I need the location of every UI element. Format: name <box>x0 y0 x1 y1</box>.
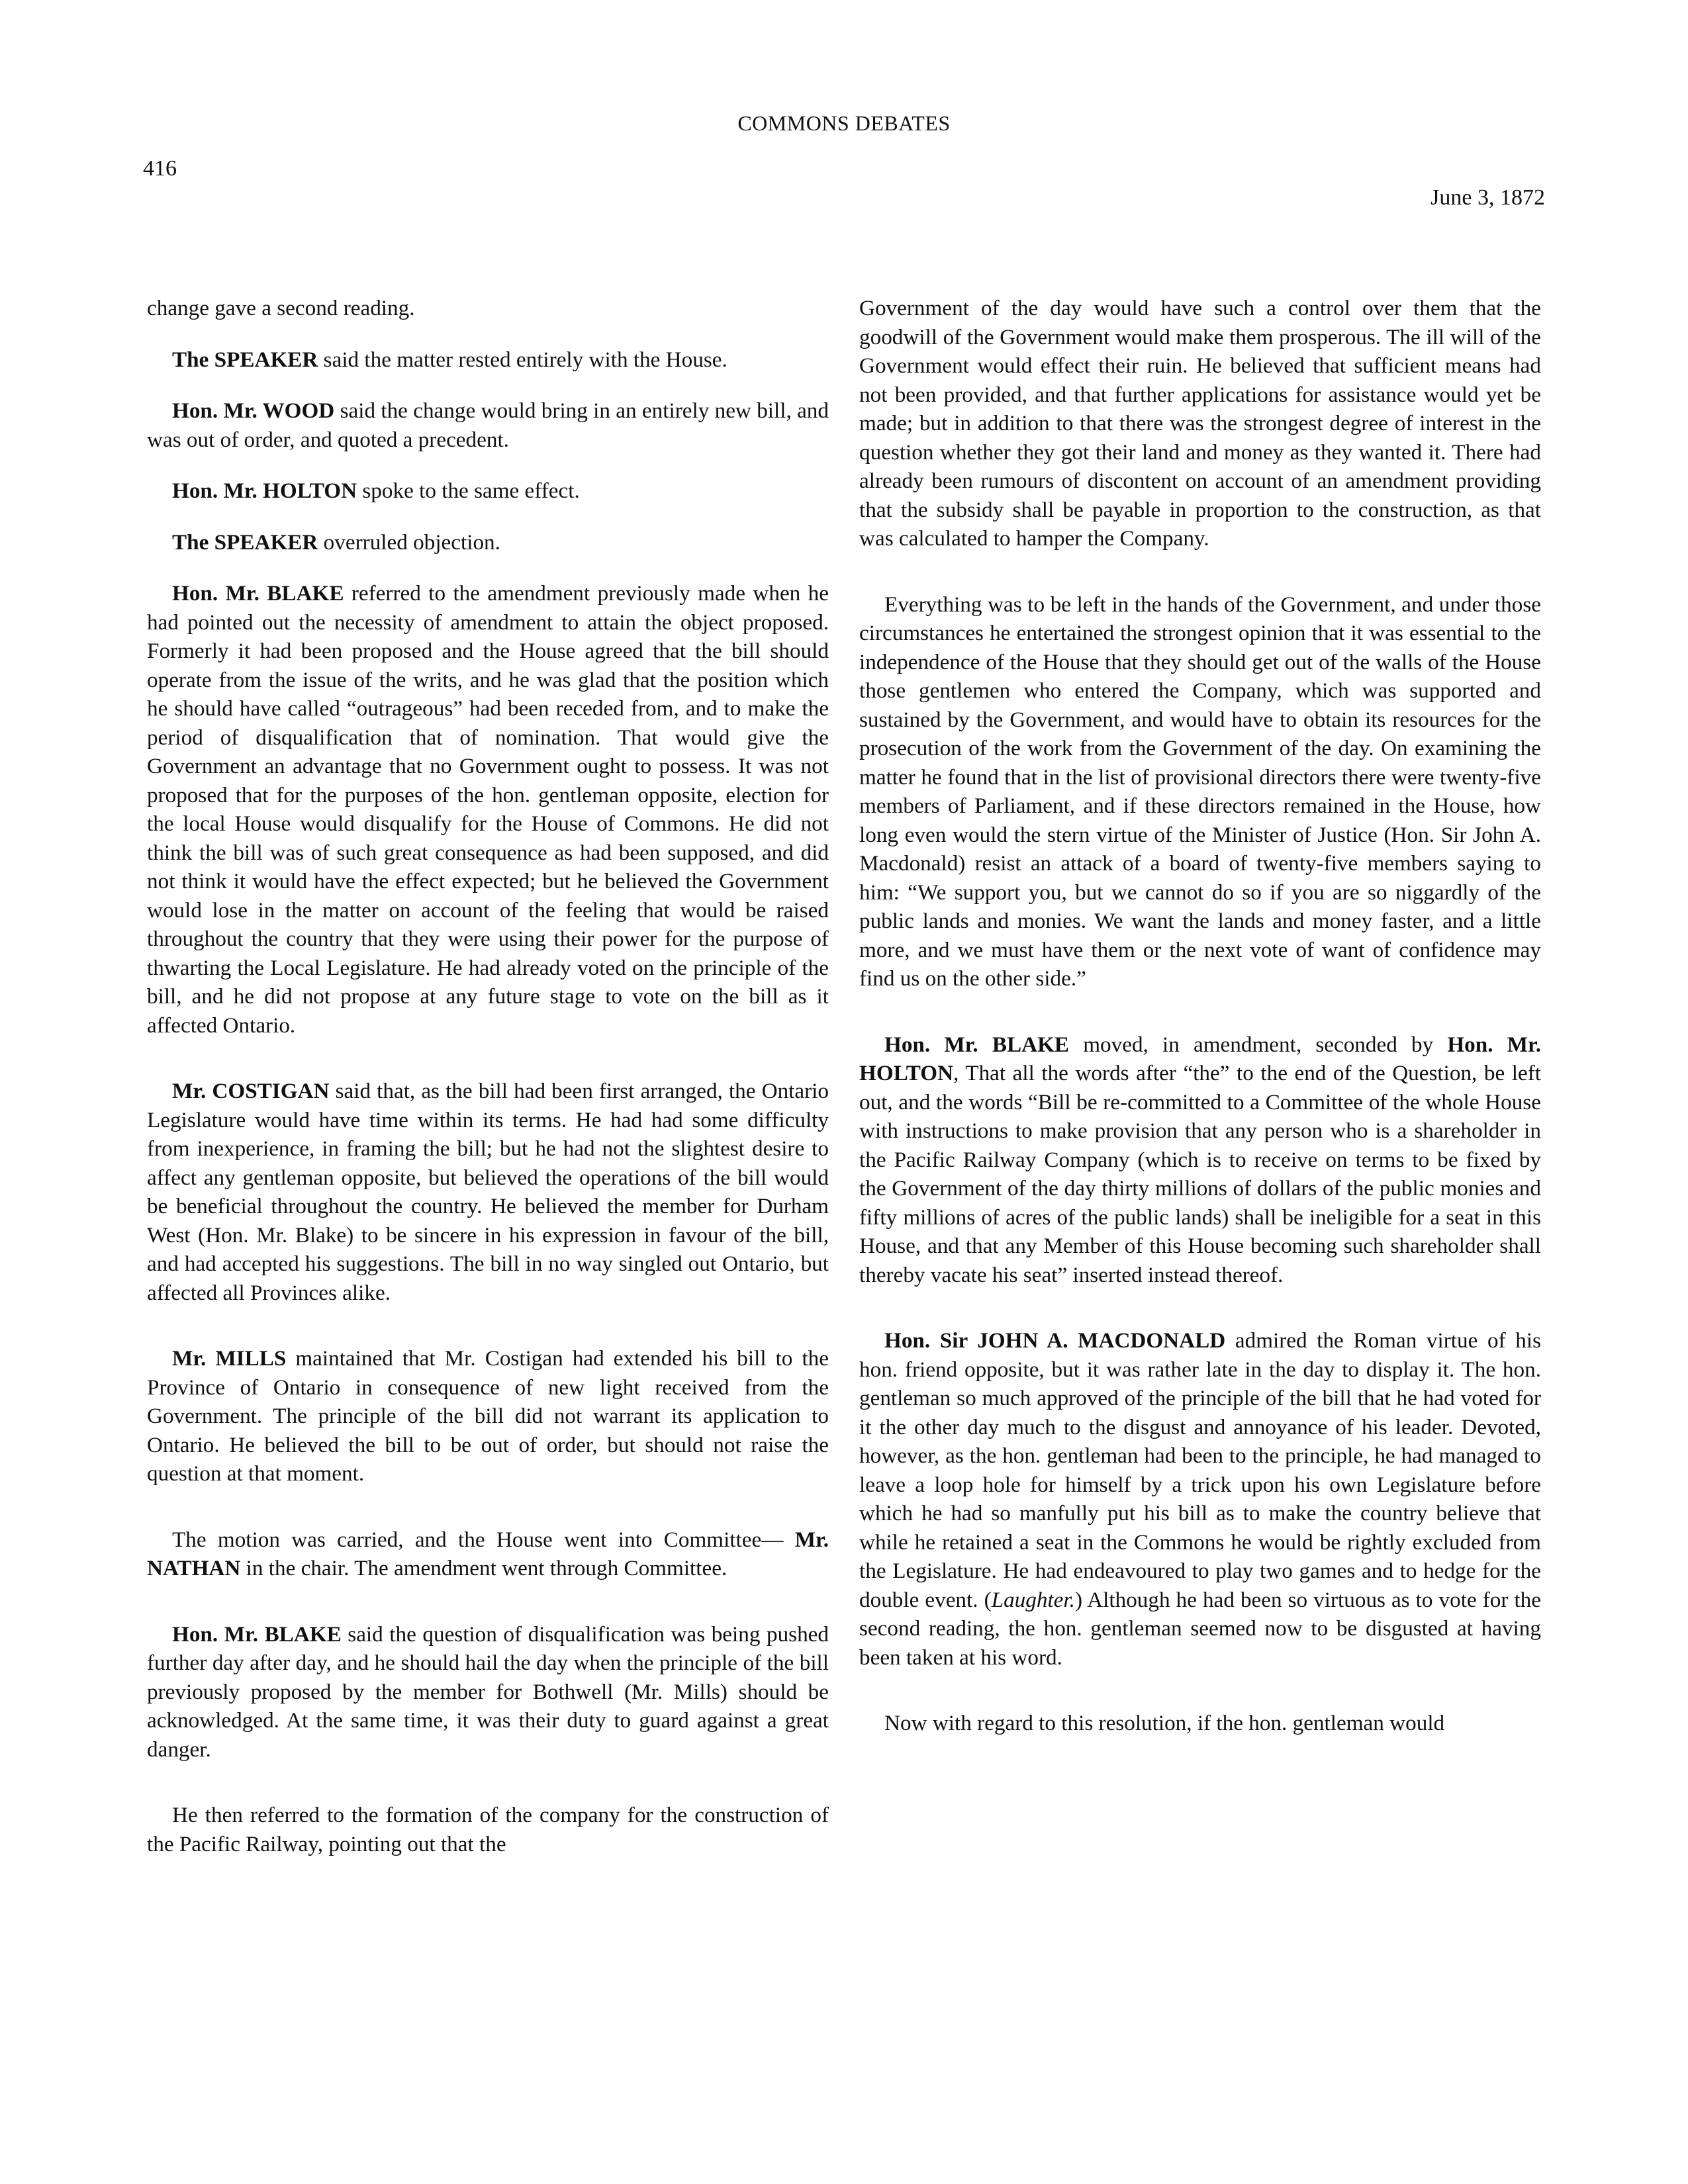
paragraph-text: in the chair. The amendment went through Committee. <box>240 1556 727 1580</box>
speaker-name: Mr. NATHAN <box>147 1527 829 1580</box>
speaker-name: The SPEAKER <box>172 529 318 555</box>
paragraph <box>859 294 1541 553</box>
paragraph-text: ) Although he had been so virtuous as to vote for the second reading, the hon. gentleman seemed now to be disgusted at having been taken at his word. <box>859 1587 1541 1670</box>
paragraph-text: Government of the day would have such a control over them that the goodwill of the Government would make them prosperous. The ill will of the Government would effect their ruin. He believed that sufficient means had not been provided, and that further applications for assistance would yet be made; but in addition to that there was the strongest degree of interest in the question whether they got their land and money as they wanted it. There had already been rumours of discontent on account of an amendment providing that the subsidy shall be payable in proportion to the construction, as that was calculated to hamper the Company. <box>859 296 1541 551</box>
speaker-name: Mr. COSTIGAN <box>172 1079 330 1103</box>
paragraph <box>147 1620 829 1764</box>
paragraph-text: referred to the amendment previously made when he had pointed out the necessity of amendment to attain the object proposed. Formerly it had been proposed and the House agreed that the bill should operate from the issue of the writs, and he was glad that the position which he should have called “outrageous” had been receded from, and to make the period of disqualification that of nomination. That would give the Government an advantage that no Government ought to possess. It was not proposed that for the purposes of the hon. gentleman opposite, election for the local House would disqualify for the House of Commons. He did not think the bill was of such great consequence as had been supposed, and did not think it would have the effect expected; but he believed the Government would lose in the matter on account of the feeling that would be raised throughout the country that they were using their power for the purpose of thwarting the Local Legislature. He had already voted on the principle of the bill, and he did not propose at any future stage to vote on the bill as it affected Ontario. <box>147 581 829 1038</box>
paragraph-text: admired the Roman virtue of his hon. friend opposite, but it was rather late in the day to display it. The hon. gentleman so much approved of the principle of the bill that he had voted for it the other day much to the disgust and annoyance of his leader. Devoted, however, as the hon. gentleman had been to the principle, he had managed to leave a loop hole for himself by a trick upon his own Legislature before which he had so manfully put his bill as to make the country believe that while he retained a seat in the Commons he would be rightly excluded from the Legislature. He had endeavoured to play two games and to hedge for the double event. ( <box>859 1328 1542 1612</box>
paragraph-text: said the matter rested entirely with the House. <box>318 347 727 372</box>
paragraph-text: The motion was carried, and the House went into Committee— <box>172 1527 784 1552</box>
stage-direction: Laughter. <box>991 1587 1075 1612</box>
paragraph <box>859 1030 1541 1290</box>
paragraph-text: Now with regard to this resolution, if the hon. gentleman would <box>884 1711 1445 1735</box>
speaker-name: Hon. Mr. HOLTON <box>172 478 357 503</box>
left-column <box>147 294 829 1858</box>
paragraph-text: Everything was to be left in the hands of the Government, and under those circumstances he entertained the strongest opinion that it was essential to the independence of the House that they should get out of the walls of the House those gentlemen who entered the Company, which was supported and sustained by the Government, and would have to obtain its resources for the prosecution of the work from the Government of the day. On examining the matter he found that in the list of provisional directors there were twenty-five members of Parliament, and if these directors remained in the House, how long even would the stern virtue of the Minister of Justice (Hon. Sir John A. Macdonald) resist an attack of a board of twenty-five members saying to him: “We support you, but we cannot do so if you are so niggardly of the public lands and monies. We want the lands and money faster, and a little more, and we must have them or the next vote of want of confidence may find us on the other side.” <box>859 592 1541 991</box>
speaker-name: Mr. MILLS <box>172 1346 287 1371</box>
paragraph-text: maintained that Mr. Costigan had extended his bill to the Province of Ontario in consequence of new light received from the Government. The principle of the bill did not warrant its application to Ontario. He believed the bill to be out of order, but should not raise the question at that moment. <box>147 1346 829 1486</box>
speaker-name: Hon. Sir JOHN A. MACDONALD <box>884 1328 1226 1353</box>
paragraph <box>147 1344 829 1488</box>
paragraph-text: said that, as the bill had been first arranged, the Ontario Legislature would have time within its terms. He had had some difficulty from inexperience, in framing the bill; but he had not the slightest desire to affect any gentleman opposite, but believed the operations of the bill would be beneficial throughout the country. He believed the member for Durham West (Hon. Mr. Blake) to be sincere in his expression in favour of the bill, and had accepted his suggestions. The bill in no way singled out Ontario, but affected all Provinces alike. <box>147 1079 829 1305</box>
speaker-name: Hon. Mr. HOLTON <box>859 1032 1542 1085</box>
paragraph <box>147 396 829 454</box>
paragraph <box>147 1801 829 1858</box>
right-column <box>859 294 1541 1738</box>
paragraph-text: overruled objection. <box>318 529 500 555</box>
paragraph-text: said the change would bring in an entirely new bill, and was out of order, and quoted a precedent. <box>147 398 829 452</box>
speaker-name: Hon. Mr. BLAKE <box>172 581 344 606</box>
paragraph-text: said the question of disqualification was being pushed further day after day, and he should hail the day when the principle of the bill previously proposed by the member for Bothwell (Mr. Mills) should be acknowledged. At the same time, it was their duty to guard against a great danger. <box>147 1621 829 1762</box>
page-number: 416 <box>143 156 177 181</box>
speaker-name: Hon. Mr. BLAKE <box>172 1621 342 1647</box>
paragraph <box>147 579 829 1040</box>
paragraph <box>147 1077 829 1307</box>
paragraph-text: spoke to the same effect. <box>357 478 580 503</box>
paragraph <box>859 1709 1541 1738</box>
paragraph <box>147 477 829 506</box>
speaker-name: Hon. Mr. WOOD <box>172 398 335 423</box>
speaker-name: Hon. Mr. BLAKE <box>884 1032 1070 1057</box>
paragraph <box>859 1326 1541 1672</box>
paragraph-text: change gave a second reading. <box>147 296 415 320</box>
paragraph <box>147 528 829 557</box>
paragraph-text: moved, in amendment, seconded by <box>1069 1032 1448 1057</box>
paragraph <box>147 345 829 375</box>
paragraph <box>147 294 829 323</box>
speaker-name: The SPEAKER <box>172 347 318 372</box>
page-date: June 3, 1872 <box>1430 185 1545 210</box>
paragraph <box>859 590 1541 993</box>
paragraph-text: He then referred to the formation of the company for the construction of the Pacific Railway, pointing out that the <box>147 1803 829 1856</box>
running-header: COMMONS DEBATES <box>737 111 951 135</box>
paragraph <box>147 1525 829 1583</box>
paragraph-text: , That all the words after “the” to the end of the Question, be left out, and the words “Bill be re-committed to a Committee of the whole House with instructions to make provision that any person who is a shareholder in the Pacific Railway Company (which is to receive on terms to be fixed by the Government of the day thirty millions of dollars of the public monies and fifty millions of acres of the public lands) shall be ineligible for a seat in this House, and that any Member of this House becoming such shareholder shall thereby vacate his seat” inserted instead thereof. <box>859 1061 1541 1287</box>
